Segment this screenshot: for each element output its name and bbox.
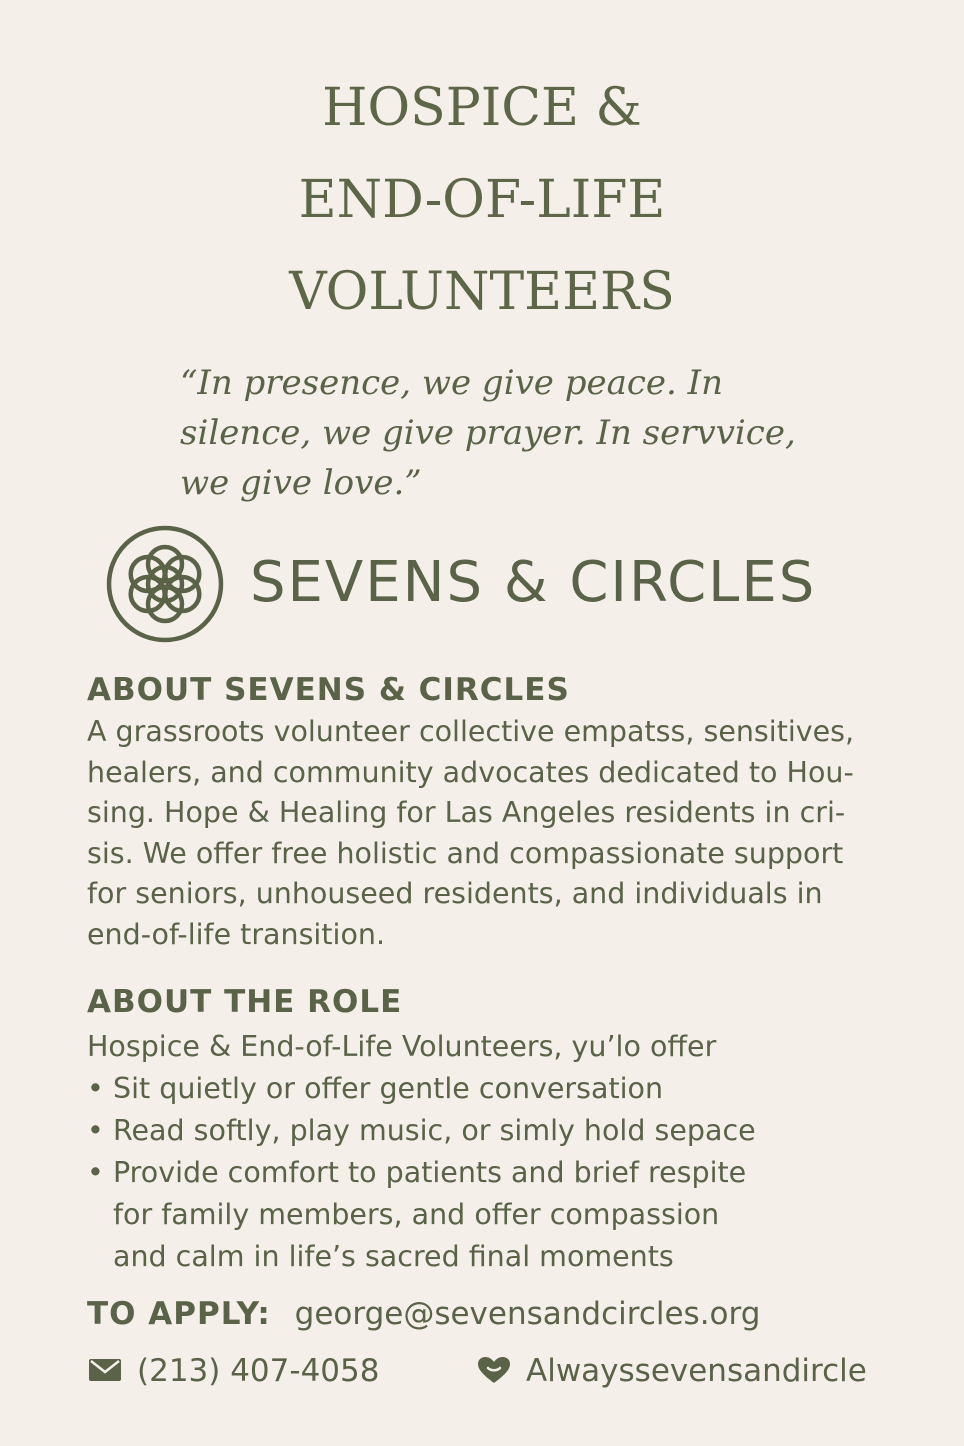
bullet-dot: • bbox=[87, 1114, 104, 1147]
title-line: HOSPICE & bbox=[322, 78, 642, 138]
bullet-line bbox=[87, 1152, 887, 1194]
body-line: healers, and community advocates dedicated to Hou- bbox=[87, 755, 854, 789]
apply-line bbox=[87, 1293, 760, 1335]
list-item bbox=[87, 1068, 887, 1110]
bullet-dot: • bbox=[87, 1156, 104, 1189]
about-org-section bbox=[87, 670, 887, 956]
bullet-text: Sit quietly or offer gentle conversation bbox=[113, 1072, 664, 1105]
body-line: sing. Hope & Healing for Las Angeles residents in cri- bbox=[87, 796, 846, 830]
about-org-heading: ABOUT SEVENS & CIRCLES bbox=[87, 672, 570, 708]
brand-block bbox=[105, 524, 905, 646]
phone-number: (213) 407-4058 bbox=[137, 1353, 380, 1389]
bullet-line bbox=[87, 1068, 887, 1110]
body-line: end-of-life transition. bbox=[87, 917, 385, 951]
bullet-text: and calm in life’s sacred final moments bbox=[113, 1240, 674, 1273]
social-contact[interactable] bbox=[476, 1350, 867, 1392]
page-title bbox=[0, 62, 964, 338]
bullet-dot: • bbox=[87, 1072, 104, 1105]
brand-name: SEVENS & CIRCLES bbox=[250, 550, 817, 615]
quote-line: we give love.” bbox=[180, 463, 422, 503]
role-intro: Hospice & End-of-Life Volunteers, yu’lo offer bbox=[87, 1030, 717, 1063]
bullet-line bbox=[87, 1110, 887, 1152]
role-bullet-list bbox=[87, 1068, 887, 1278]
apply-email-link[interactable]: george@sevensandcircles.org bbox=[294, 1296, 761, 1332]
envelope-icon bbox=[87, 1355, 123, 1385]
phone-contact[interactable] bbox=[87, 1350, 379, 1392]
bullet-text: Provide comfort to patients and brief respite bbox=[113, 1156, 747, 1189]
bullet-text: Read softly, play music, or simly hold sepace bbox=[113, 1114, 756, 1147]
bullet-text: for family members, and offer compassion bbox=[113, 1198, 720, 1231]
seven-circles-logo-icon bbox=[105, 524, 225, 644]
title-line: VOLUNTEERS bbox=[289, 262, 675, 322]
quote-line: “In presence, we give peace. In bbox=[180, 363, 723, 403]
apply-label: TO APPLY: bbox=[87, 1296, 271, 1332]
list-item bbox=[87, 1110, 887, 1152]
list-item bbox=[87, 1152, 887, 1278]
quote-line: silence, we give prayer. In servvice, bbox=[180, 413, 796, 453]
title-line: END-OF-LIFE bbox=[298, 170, 666, 230]
body-line: for seniors, unhouseed residents, and individuals in bbox=[87, 877, 823, 911]
body-line: A grassroots volunteer collective empatss, sensitives, bbox=[87, 715, 855, 748]
heart-icon bbox=[476, 1355, 512, 1385]
body-line: sis. We offer free holistic and compassionate support bbox=[87, 836, 844, 870]
about-role-section bbox=[87, 982, 887, 1278]
about-org-body bbox=[87, 712, 887, 956]
quote bbox=[180, 358, 820, 508]
about-role-heading: ABOUT THE ROLE bbox=[87, 984, 403, 1020]
social-handle: Alwayssevensandircle bbox=[526, 1353, 867, 1389]
